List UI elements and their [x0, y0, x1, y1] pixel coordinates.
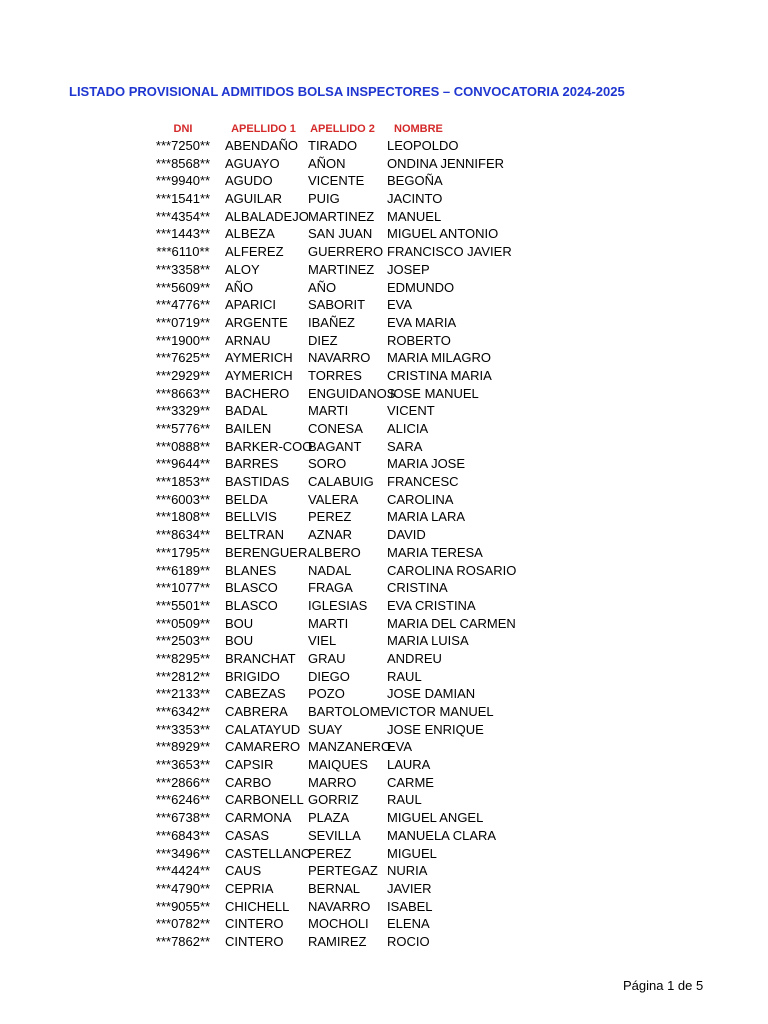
cell-apellido-2: SAN JUAN	[308, 226, 373, 242]
cell-dni: ***1808**	[155, 509, 211, 525]
cell-apellido-1: APARICI	[225, 297, 277, 313]
cell-apellido-1: CARBONELL	[225, 792, 304, 808]
cell-dni: ***5501**	[155, 597, 211, 613]
cell-dni: ***3358**	[155, 261, 211, 277]
cell-dni: ***7250**	[155, 138, 211, 153]
cell-nombre: EVA	[387, 297, 413, 313]
cell-dni: ***5776**	[155, 421, 211, 436]
cell-apellido-1: CINTERO	[225, 916, 284, 932]
table-row	[144, 420, 534, 438]
cell-dni: ***4790**	[155, 880, 211, 896]
cell-apellido-2: MAIQUES	[308, 757, 368, 773]
cell-nombre: FRANCISCO JAVIER	[387, 244, 512, 260]
cell-apellido-2: FRAGA	[308, 580, 353, 596]
cell-nombre: CARME	[387, 774, 434, 790]
cell-dni: ***4424**	[155, 863, 211, 879]
cell-dni: ***0888**	[155, 438, 211, 454]
cell-apellido-1: CAPSIR	[225, 757, 274, 773]
header-nombre: NOMBRE	[394, 123, 443, 135]
admitted-list-table	[144, 121, 534, 951]
cell-apellido-1: AYMERICH	[225, 350, 293, 366]
cell-nombre: JOSE DAMIAN	[387, 686, 476, 702]
cell-dni: ***0719**	[155, 314, 211, 330]
cell-nombre: ONDINA JENNIFER	[387, 155, 505, 171]
cell-apellido-1: AYMERICH	[225, 367, 293, 383]
cell-dni: ***5609**	[155, 279, 211, 295]
header-apellido-2: APELLIDO 2	[310, 123, 375, 135]
cell-dni: ***7625**	[155, 350, 211, 366]
cell-dni: ***2929**	[155, 367, 211, 383]
table-row	[144, 172, 534, 190]
cell-dni: ***3329**	[155, 403, 211, 419]
cell-apellido-1: BACHERO	[225, 385, 290, 401]
cell-nombre: JOSEP	[387, 261, 430, 277]
cell-dni: ***4354**	[155, 208, 211, 224]
cell-apellido-1: CINTERO	[225, 933, 284, 949]
cell-dni: ***8929**	[155, 739, 211, 755]
cell-dni: ***6246**	[155, 792, 211, 808]
cell-apellido-1: BERENGUER	[225, 544, 308, 560]
cell-apellido-2: DIEGO	[308, 668, 350, 684]
cell-apellido-2: MOCHOLI	[308, 916, 369, 932]
cell-apellido-2: VALERA	[308, 491, 359, 507]
cell-dni: ***1443**	[155, 226, 211, 242]
cell-apellido-2: POZO	[308, 686, 345, 702]
cell-dni: ***1541**	[155, 191, 211, 207]
cell-dni: ***0782**	[155, 916, 211, 932]
cell-apellido-1: ALFEREZ	[225, 244, 284, 260]
cell-apellido-1: BELTRAN	[225, 527, 284, 543]
cell-apellido-2: NAVARRO	[308, 898, 371, 914]
table-row	[144, 402, 534, 420]
cell-apellido-1: CAMARERO	[225, 739, 301, 755]
cell-apellido-1: BELDA	[225, 491, 268, 507]
cell-dni: ***9644**	[155, 456, 211, 472]
cell-nombre: MIGUEL ANGEL	[387, 810, 484, 826]
table-row	[144, 155, 534, 173]
table-row	[144, 349, 534, 367]
cell-apellido-1: BOU	[225, 615, 254, 631]
cell-apellido-2: TIRADO	[308, 138, 358, 153]
cell-nombre: JAVIER	[387, 880, 432, 896]
cell-nombre: CRISTINA MARIA	[387, 367, 492, 383]
cell-apellido-1: CABEZAS	[225, 686, 286, 702]
table-row	[144, 208, 534, 226]
table-header	[144, 121, 534, 137]
cell-nombre: JOSE MANUEL	[387, 385, 479, 401]
cell-dni: ***1853**	[155, 474, 211, 490]
cell-dni: ***6110**	[156, 244, 210, 260]
cell-nombre: ELENA	[387, 916, 430, 932]
cell-nombre: ANDREU	[387, 650, 442, 666]
cell-apellido-2: PEREZ	[308, 845, 352, 861]
cell-apellido-2: GUERRERO	[308, 244, 384, 260]
cell-nombre: ROBERTO	[387, 332, 451, 348]
table-row	[144, 562, 534, 580]
cell-dni: ***1077**	[155, 580, 211, 596]
cell-apellido-1: ARNAU	[225, 332, 271, 348]
cell-apellido-1: BRANCHAT	[225, 650, 296, 666]
table-row	[144, 332, 534, 350]
cell-apellido-1: AGUDO	[225, 173, 273, 189]
table-row	[144, 756, 534, 774]
cell-nombre: RAUL	[387, 668, 422, 684]
header-apellido-1: APELLIDO 1	[231, 123, 296, 135]
cell-nombre: EDMUNDO	[387, 279, 455, 295]
cell-dni: ***3653**	[155, 757, 211, 773]
cell-nombre: CAROLINA	[387, 491, 454, 507]
table-row	[144, 544, 534, 562]
cell-apellido-1: CASTELLANO	[225, 845, 311, 861]
cell-apellido-2: PUIG	[308, 191, 340, 207]
cell-apellido-2: CONESA	[308, 421, 363, 436]
cell-nombre: MARIA LARA	[387, 509, 466, 525]
cell-nombre: MARIA JOSE	[387, 456, 466, 472]
cell-apellido-2: NAVARRO	[308, 350, 371, 366]
table-row	[144, 791, 534, 809]
table-row	[144, 597, 534, 615]
cell-apellido-1: ARGENTE	[225, 314, 288, 330]
cell-apellido-2: MARRO	[308, 774, 357, 790]
table-row	[144, 632, 534, 650]
cell-apellido-1: CAUS	[225, 863, 262, 879]
cell-dni: ***4776**	[155, 297, 211, 313]
table-row	[144, 438, 534, 456]
table-row	[144, 915, 534, 933]
cell-apellido-2: MARTINEZ	[308, 208, 375, 224]
cell-nombre: CAROLINA ROSARIO	[387, 562, 517, 578]
table-row	[144, 225, 534, 243]
cell-apellido-2: AZNAR	[308, 527, 353, 543]
cell-apellido-2: RAMIREZ	[308, 933, 367, 949]
cell-dni: ***0509**	[155, 615, 211, 631]
cell-apellido-1: ABENDAÑO	[225, 138, 298, 153]
table-row	[144, 526, 534, 544]
cell-nombre: CRISTINA	[387, 580, 448, 596]
table-row	[144, 243, 534, 261]
cell-nombre: MIGUEL ANTONIO	[387, 226, 499, 242]
table-row	[144, 455, 534, 473]
cell-nombre: MARIA DEL CARMEN	[387, 615, 516, 631]
cell-nombre: EVA MARIA	[387, 314, 457, 330]
cell-apellido-2: ENGUIDANOS	[308, 385, 396, 401]
cell-apellido-2: IBAÑEZ	[308, 314, 355, 330]
table-row	[144, 473, 534, 491]
table-row	[144, 296, 534, 314]
cell-dni: ***6342**	[155, 704, 211, 719]
cell-dni: ***8568**	[155, 155, 211, 171]
cell-apellido-2: VIEL	[308, 633, 337, 649]
cell-dni: ***6189**	[155, 562, 211, 578]
cell-apellido-1: BLASCO	[225, 597, 278, 613]
cell-apellido-2: SABORIT	[308, 297, 366, 313]
cell-nombre: VICTOR MANUEL	[387, 704, 494, 719]
table-row	[144, 827, 534, 845]
cell-apellido-1: BAILEN	[225, 421, 272, 436]
cell-dni: ***6003**	[155, 491, 211, 507]
cell-dni: ***2812**	[155, 668, 211, 684]
page-number: Página 1 de 5	[623, 978, 704, 993]
cell-apellido-1: CABRERA	[225, 704, 288, 719]
cell-apellido-2: DIEZ	[308, 332, 338, 348]
table-row	[144, 491, 534, 509]
cell-nombre: ALICIA	[387, 421, 429, 436]
cell-apellido-1: CARMONA	[225, 810, 292, 826]
table-row	[144, 721, 534, 739]
table-row	[144, 933, 534, 951]
cell-dni: ***6738**	[155, 810, 211, 826]
cell-apellido-1: AÑO	[225, 279, 254, 295]
cell-apellido-1: ALBALADEJO	[225, 208, 309, 224]
cell-dni: ***8295**	[155, 650, 211, 666]
cell-dni: ***6843**	[155, 827, 211, 843]
table-row	[144, 137, 534, 155]
cell-dni: ***8634**	[155, 527, 211, 543]
cell-dni: ***8663**	[155, 385, 211, 401]
cell-apellido-1: CHICHELL	[225, 898, 290, 914]
cell-apellido-1: BARKER-COO	[225, 438, 313, 454]
cell-nombre: MIGUEL	[387, 845, 437, 861]
cell-nombre: MANUEL	[387, 208, 442, 224]
cell-nombre: MARIA MILAGRO	[387, 350, 492, 366]
cell-nombre: FRANCESC	[387, 474, 459, 490]
cell-apellido-2: VICENTE	[308, 173, 365, 189]
cell-apellido-1: AGUILAR	[225, 191, 283, 207]
table-row	[144, 508, 534, 526]
cell-apellido-1: BELLVIS	[225, 509, 277, 525]
cell-apellido-2: BARTOLOME	[308, 704, 390, 719]
cell-dni: ***9055**	[155, 898, 211, 914]
cell-nombre: LAURA	[387, 757, 431, 773]
cell-dni: ***2503**	[155, 633, 211, 649]
cell-apellido-1: BASTIDAS	[225, 474, 290, 490]
table-row	[144, 880, 534, 898]
cell-dni: ***2866**	[155, 774, 211, 790]
cell-apellido-2: SUAY	[308, 721, 343, 737]
cell-nombre: MARIA LUISA	[387, 633, 469, 649]
cell-apellido-2: ALBERO	[308, 544, 361, 560]
table-row	[144, 279, 534, 297]
cell-apellido-2: SORO	[308, 456, 347, 472]
table-row	[144, 898, 534, 916]
cell-dni: ***2133**	[155, 686, 211, 702]
header-dni: DNI	[173, 123, 193, 135]
cell-apellido-2: MARTI	[308, 403, 349, 419]
cell-nombre: BEGOÑA	[387, 173, 443, 189]
table-row	[144, 190, 534, 208]
table-row	[144, 774, 534, 792]
table-row	[144, 261, 534, 279]
cell-apellido-2: PLAZA	[308, 810, 350, 826]
cell-nombre: EVA	[387, 739, 413, 755]
cell-nombre: LEOPOLDO	[387, 138, 459, 153]
cell-nombre: RAUL	[387, 792, 422, 808]
table-row	[144, 845, 534, 863]
cell-apellido-2: AÑO	[308, 279, 337, 295]
cell-dni: ***1795**	[155, 544, 211, 560]
cell-apellido-2: CALABUIG	[308, 474, 374, 490]
cell-apellido-2: MARTI	[308, 615, 349, 631]
table-body	[144, 137, 534, 951]
cell-apellido-2: IGLESIAS	[308, 597, 368, 613]
cell-apellido-1: ALBEZA	[225, 226, 275, 242]
document-title: LISTADO PROVISIONAL ADMITIDOS BOLSA INSPECTORES – CONVOCATORIA 2024-2025	[69, 84, 625, 99]
cell-dni: ***3353**	[155, 721, 211, 737]
cell-apellido-2: MARTINEZ	[308, 261, 375, 277]
cell-apellido-2: GORRIZ	[308, 792, 359, 808]
cell-apellido-1: CEPRIA	[225, 880, 274, 896]
cell-dni: ***1900**	[155, 332, 211, 348]
table-row	[144, 703, 534, 721]
table-row	[144, 809, 534, 827]
cell-apellido-2: BERNAL	[308, 880, 361, 896]
cell-apellido-2: GRAU	[308, 650, 346, 666]
table-row	[144, 650, 534, 668]
cell-apellido-2: SEVILLA	[308, 827, 361, 843]
table-row	[144, 738, 534, 756]
cell-nombre: ISABEL	[387, 898, 433, 914]
cell-apellido-2: AÑON	[308, 155, 346, 171]
cell-apellido-2: PERTEGAZ	[308, 863, 378, 879]
cell-apellido-2: BAGANT	[308, 438, 362, 454]
cell-nombre: EVA CRISTINA	[387, 597, 476, 613]
cell-apellido-1: BOU	[225, 633, 254, 649]
table-row	[144, 668, 534, 686]
cell-apellido-1: ALOY	[225, 261, 260, 277]
table-row	[144, 615, 534, 633]
cell-apellido-1: CASAS	[225, 827, 270, 843]
cell-apellido-2: TORRES	[308, 367, 362, 383]
cell-nombre: MARIA TERESA	[387, 544, 483, 560]
table-row	[144, 862, 534, 880]
cell-apellido-2: NADAL	[308, 562, 352, 578]
cell-nombre: SARA	[387, 438, 423, 454]
cell-apellido-1: BLASCO	[225, 580, 278, 596]
cell-dni: ***9940**	[155, 173, 211, 189]
cell-nombre: DAVID	[387, 527, 426, 543]
cell-apellido-1: AGUAYO	[225, 155, 280, 171]
cell-nombre: MANUELA CLARA	[387, 827, 497, 843]
cell-dni: ***7862**	[155, 933, 211, 949]
table-row	[144, 685, 534, 703]
table-row	[144, 367, 534, 385]
cell-nombre: VICENT	[387, 403, 435, 419]
cell-apellido-2: MANZANERO	[308, 739, 392, 755]
cell-apellido-1: BADAL	[225, 403, 268, 419]
table-row	[144, 579, 534, 597]
cell-apellido-2: PEREZ	[308, 509, 352, 525]
cell-apellido-1: BARRES	[225, 456, 279, 472]
table-row	[144, 385, 534, 403]
cell-apellido-1: BLANES	[225, 562, 277, 578]
cell-nombre: JOSE ENRIQUE	[387, 721, 484, 737]
cell-nombre: ROCIO	[387, 933, 430, 949]
cell-dni: ***3496**	[155, 845, 211, 861]
cell-nombre: NURIA	[387, 863, 428, 879]
cell-nombre: JACINTO	[387, 191, 443, 207]
cell-apellido-1: CARBO	[225, 774, 272, 790]
cell-apellido-1: CALATAYUD	[225, 721, 301, 737]
cell-apellido-1: BRIGIDO	[225, 668, 280, 684]
table-row	[144, 314, 534, 332]
